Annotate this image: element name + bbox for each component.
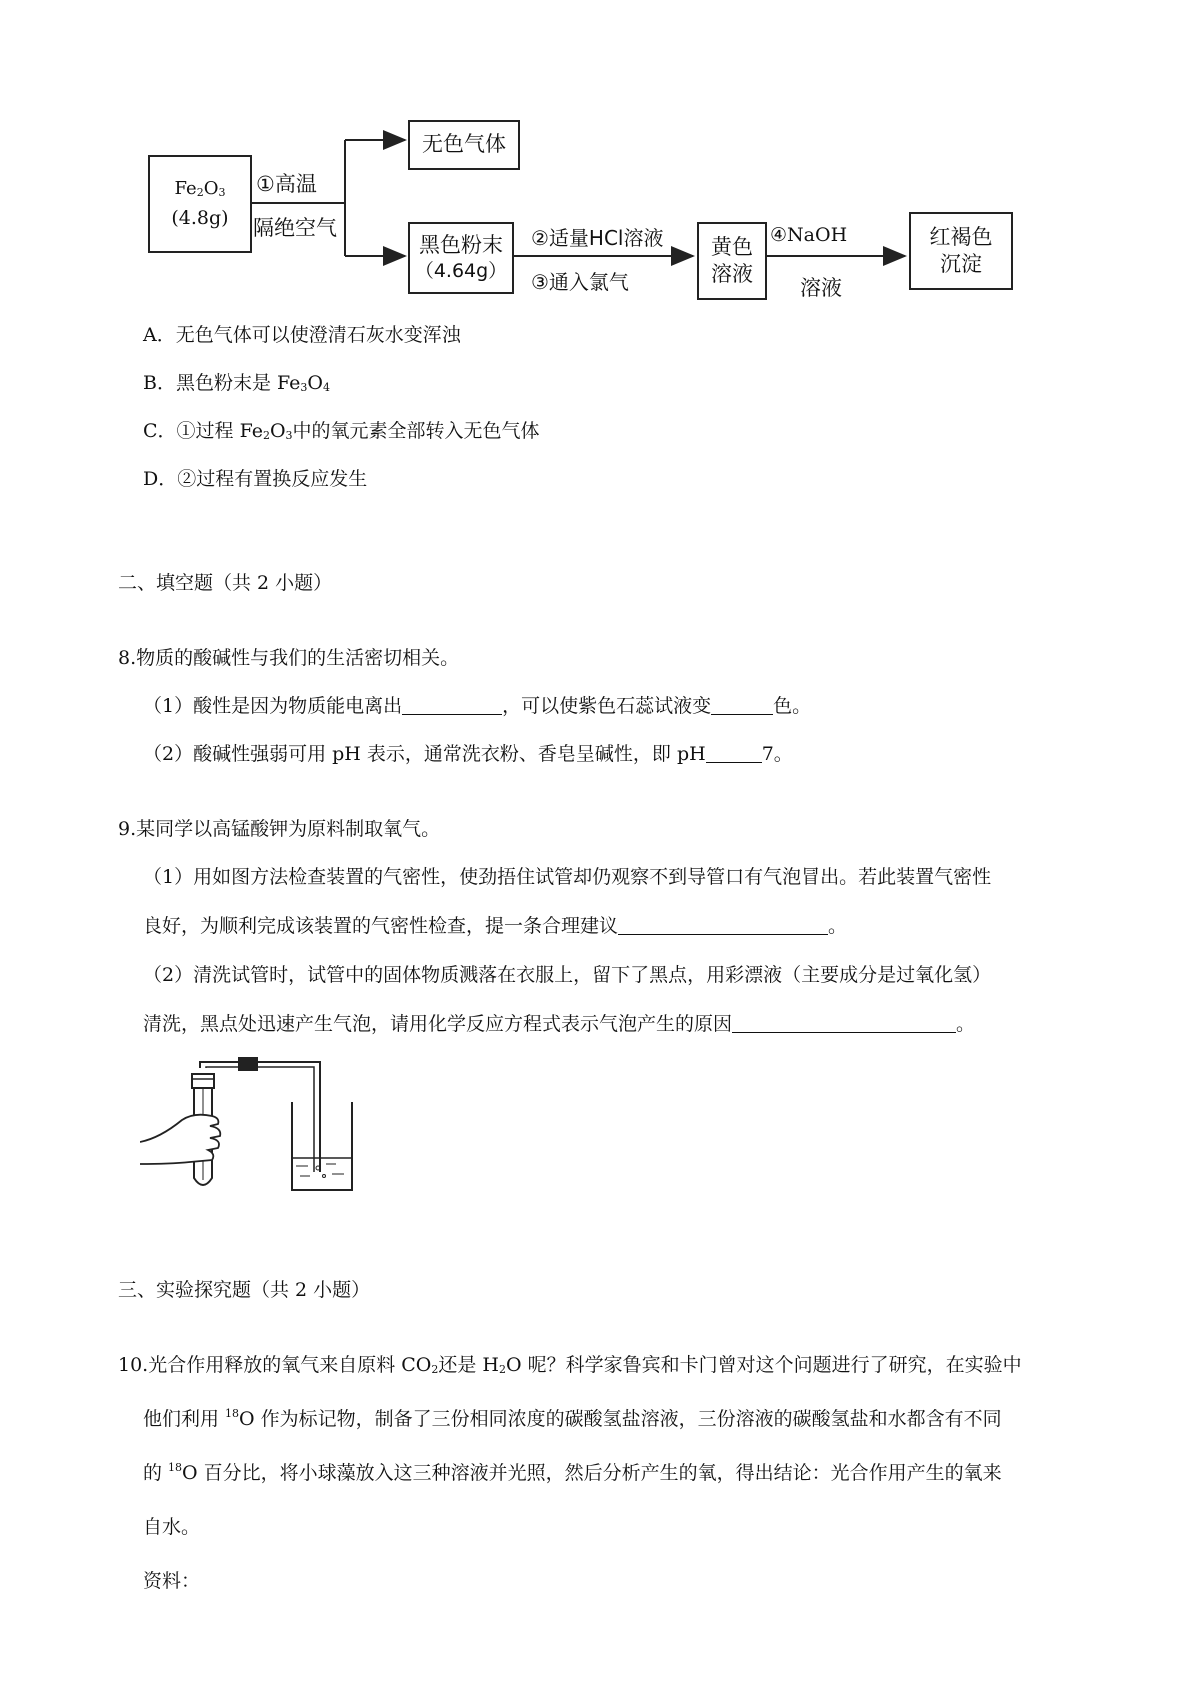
q9-part2-line2: 清洗，黑点处迅速产生气泡，请用化学反应方程式表示气泡产生的原因 。 (143, 1013, 976, 1035)
section-2-heading: 二、填空题（共 2 小题） (118, 572, 333, 594)
q8-part1: （1）酸性是因为物质能电离出 ，可以使紫色石蕊试液变 色。 (143, 695, 812, 717)
q9-part1-line1: （1）用如图方法检查装置的气密性，使劲捂住试管却仍观察不到导管口有气泡冒出。若此装置气密性 (143, 866, 992, 888)
q9-part2-line1: （2）清洗试管时，试管中的固体物质溅落在衣服上，留下了黑点，用彩漂液（主要成分是过氧化氢） (143, 964, 992, 986)
q9-blank-1[interactable] (618, 915, 828, 935)
option-a: A．无色气体可以使澄清石灰水变浑浊 (143, 324, 461, 346)
yellow-solution-line2: 溶液 (711, 262, 753, 286)
q9-blank-2[interactable] (732, 1013, 956, 1033)
fe2o3-mass: (4.8g) (171, 207, 229, 230)
option-b: B．黑色粉末是 $Fe_3O_4$ (143, 372, 330, 394)
section-3-heading: 三、实验探究题（共 2 小题） (118, 1279, 371, 1301)
yellow-solution-line1: 黄色 (711, 234, 753, 259)
step1-condition-2: 隔绝空气 (253, 216, 337, 240)
black-powder-mass: （4.64g） (414, 260, 508, 283)
airtightness-apparatus-figure (140, 1050, 360, 1200)
q9-part1-line2: 良好，为顺利完成该装置的气密性检查，提一条合理建议 。 (143, 915, 848, 937)
q10-line2: 他们利用 $^{18}$O 作为标记物，制备了三份相同浓度的碳酸氢盐溶液，三份溶液的碳酸氢盐和水都含有不同 (143, 1407, 1002, 1430)
step4-reagent: ④NaOH (770, 224, 848, 246)
q8-blank-1[interactable] (402, 695, 502, 715)
step3-condition: ③通入氯气 (531, 270, 629, 294)
q10-line3: 的 $^{18}$O 百分比，将小球藻放入这三种溶液并光照，然后分析产生的氧，得出结论：光合作用产生的氧来 (143, 1461, 1002, 1484)
q8-blank-2[interactable] (711, 695, 773, 715)
q10-line1: 10.光合作用释放的氧气来自原料 $CO_2$还是 $H_2O$ 呢？科学家鲁宾和卡门曾对这个问题进行了研究，在实验中 (118, 1354, 1022, 1376)
q8-blank-3[interactable] (706, 743, 762, 763)
yellow-solution-box (697, 222, 767, 300)
q8-stem: 8.物质的酸碱性与我们的生活密切相关。 (118, 647, 460, 669)
red-brown-precipitate-box (909, 212, 1013, 290)
q8-part2: （2）酸碱性强弱可用 pH 表示，通常洗衣粉、香皂呈碱性，即 pH 7。 (143, 743, 793, 765)
q10-line4: 自水。 (143, 1516, 201, 1538)
step2-condition: ②适量HCl溶液 (531, 226, 664, 250)
fe2o3-formula: $Fe_2O_3$ (174, 177, 226, 199)
q9-stem: 9.某同学以高锰酸钾为原料制取氧气。 (118, 818, 441, 840)
precipitate-line2: 沉淀 (940, 252, 982, 276)
black-powder-box (408, 222, 514, 294)
option-d: D．②过程有置换反应发生 (143, 468, 368, 490)
colorless-gas-box: 无色气体 (408, 120, 520, 170)
q10-materials-label: 资料： (143, 1570, 201, 1592)
step4-reagent-2: 溶液 (800, 276, 842, 300)
fe2o3-box (148, 155, 252, 253)
option-c: C．①过程 $Fe_2O_3$中的氧元素全部转入无色气体 (143, 420, 540, 442)
black-powder-label: 黑色粉末 (419, 233, 503, 257)
step1-condition-1: ①高温 (256, 172, 317, 196)
precipitate-line1: 红褐色 (929, 224, 993, 249)
